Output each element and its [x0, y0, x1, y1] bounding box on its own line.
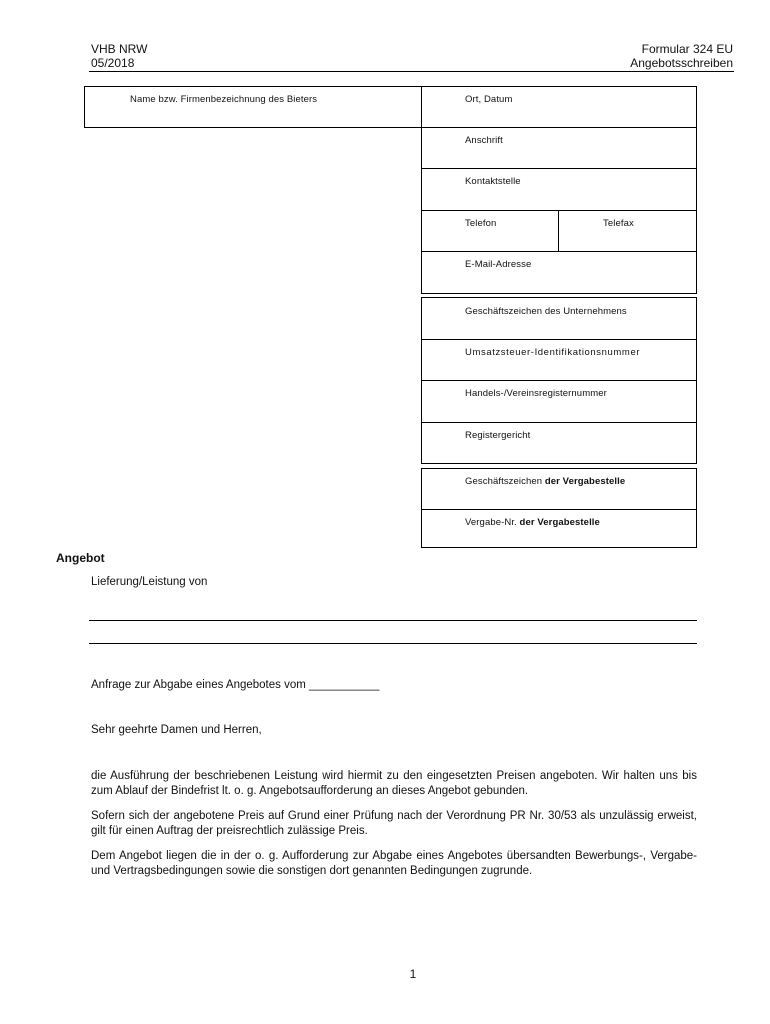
fax-label: Telefax [603, 218, 634, 229]
register-court-label: Registergericht [465, 430, 531, 441]
bidder-name-label: Name bzw. Firmenbezeichnung des Bieters [130, 94, 318, 105]
delivery-label: Lieferung/Leistung von [91, 576, 208, 588]
salutation: Sehr geehrte Damen und Herren, [91, 724, 262, 736]
delivery-line-2[interactable] [89, 643, 697, 644]
request-text: Anfrage zur Abgabe eines Angebotes vom ___________ [91, 679, 380, 691]
contact-label: Kontaktstelle [465, 176, 521, 187]
divider [421, 168, 697, 169]
paragraph-conditions: Dem Angebot liegen die in der o. g. Aufforderung zur Abgabe eines Angebotes übersandten Bewerbungs-, Vergabe- und Vertragsbedingungen sowie die sonstigen dort genannten Bedingungen zugrunde. [91, 850, 697, 877]
header-form-title: Angebotsschreiben [630, 56, 733, 70]
divider [421, 251, 697, 252]
page-number: 1 [409, 967, 417, 981]
phone-label: Telefon [465, 218, 497, 229]
divider [421, 509, 697, 510]
divider [421, 380, 697, 381]
divider [421, 422, 697, 423]
delivery-line-1[interactable] [89, 620, 697, 621]
vat-id-label: Umsatzsteuer-Identifikationsnummer [465, 347, 641, 358]
header-form-number: Formular 324 EU [641, 42, 733, 56]
contact-block [421, 86, 697, 294]
header-rule [89, 71, 734, 72]
divider [558, 210, 559, 251]
paragraph-price-regulation: Sofern sich der angebotene Preis auf Grund einer Prüfung nach der Verordnung PR Nr. 30/53 als unzulässig erweist, gilt für einen Auftrag der preisrechtlich zulässige Preis. [91, 810, 697, 837]
bidder-name-field[interactable] [84, 86, 422, 128]
authority-ref-bold: der Vergabestelle [544, 476, 626, 487]
offer-heading: Angebot [56, 551, 105, 565]
paragraph-binding-period: die Ausführung der beschriebenen Leistung wird hiermit zu den eingesetzten Preisen angeboten. Wir halten uns bis zum Ablauf der Bindefrist lt. o. g. Angebotsaufforderung an dieses Angebot gebunden. [91, 770, 697, 797]
divider [421, 339, 697, 340]
authority-ref-prefix: Geschäftszeichen [465, 476, 545, 487]
address-label: Anschrift [465, 135, 503, 146]
header-right [630, 42, 733, 70]
place-date-label: Ort, Datum [465, 94, 513, 105]
authority-ref-label [465, 476, 625, 488]
company-ref-label: Geschäftszeichen des Unternehmens [465, 306, 627, 317]
header-date: 05/2018 [91, 56, 135, 70]
award-number-prefix: Vergabe-Nr. [465, 517, 520, 528]
divider [421, 127, 697, 128]
divider [421, 210, 697, 211]
register-number-label: Handels-/Vereinsregisternummer [465, 388, 607, 399]
award-number-label [465, 517, 600, 529]
header-left [91, 42, 147, 70]
email-label: E-Mail-Adresse [465, 259, 532, 270]
award-number-bold: der Vergabestelle [519, 517, 600, 528]
header-org: VHB NRW [91, 42, 148, 56]
